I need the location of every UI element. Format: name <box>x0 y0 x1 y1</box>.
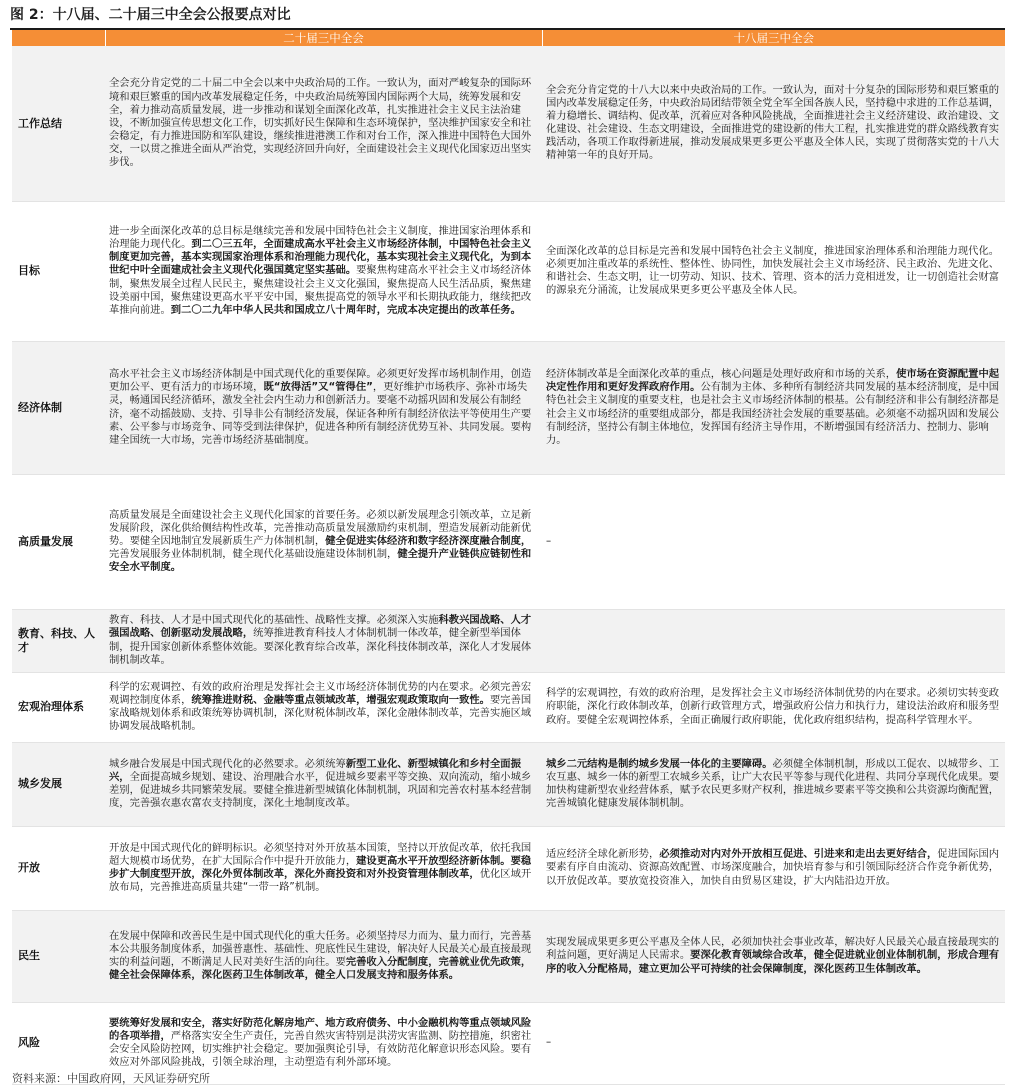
cell-20th <box>105 201 542 341</box>
row-label: 宏观治理体系 <box>12 672 105 742</box>
cell-18th <box>542 672 1005 742</box>
cell-20th <box>105 910 542 1002</box>
text-segment: 全面提高城乡规划、建设、治理融合水平，促进城乡要素平等交换、双向流动，缩小城乡差别，促进城乡共同繁荣发展。要健全推进新型城镇化体制机制，巩固和完善农村基本经营制度，完善强农惠农富农支持制度，深化土地制度改革。 <box>109 770 532 810</box>
text-segment: 必须健全体制机制，形成以工促农、以城带乡、工农互惠、城乡一体的新型工农城乡关系，让广大农民平等参与现代化进程、共同分享现代化成果。要加快构建新型农业经营体系，赋予农民更多财产权利，推进城乡要素平等交换和公共资源均衡配置，完善城镇化健康发展体制机制。 <box>546 757 1000 810</box>
text-segment: 实现发展成果更多更公平惠及全体人民，必须加快社会事业改革，解决好人民最关心最直接最现实的利益问题，更好满足人民需求。 <box>546 936 1000 962</box>
row-label: 教育、科技、人才 <box>12 609 105 672</box>
text-segment: – <box>546 1036 552 1049</box>
text-segment: 统筹推进财税、金融等重点领域改革，增强宏观政策取向一致性。 <box>191 693 490 706</box>
text-segment: 全会充分肯定党的十八大以来中央政治局的工作。一致认为，面对十分复杂的国际形势和艰巨繁重的国内改革发展稳定任务，中央政治局团结带领全党全军全国各族人民，坚持稳中求进的工作总基调，着力稳增长、调结构、促改革，沉着应对各种风险挑战，全面推进社会主义经济建设、政治建设、文化建设、社会建设、生态文明建设，全面推进党的建设新的伟大工程，扎实推进党的群众路线教育实践活动，各项工作取得新进展，推动发展成果更多更公平惠及全体人民，实现了贯彻落实党的十八大精神第一年的良好开局。 <box>546 83 1000 162</box>
text-segment: 适应经济全球化新形势， <box>546 848 660 861</box>
text-segment: 城乡融合发展是中国式现代化的必然要求。必须统筹 <box>109 757 346 770</box>
text-segment: 要完善国家战略规划体系和政策统筹协调机制，深化财税体制改革，深化金融体制改革，完善实施区域协调发展战略机制。 <box>109 693 532 733</box>
cell-20th <box>105 46 542 201</box>
cell-18th <box>542 609 1005 672</box>
text-segment: 新型工业化、新型城镇化和乡村全面振兴， <box>109 757 521 783</box>
text-segment: 优化区域开放布局，完善推进高质量共建“一带一路”机制。 <box>109 868 532 894</box>
text-segment: 完善发展服务业体制机制，健全现代化基础设施建设体制机制， <box>109 548 398 561</box>
row-label: 城乡发展 <box>12 742 105 826</box>
text-segment: 要聚焦构建高水平社会主义市场经济体制，聚焦发展全过程人民民主，聚焦建设社会主义文化强国，聚焦提高人民生活品质，聚焦建设美丽中国，聚焦建设更高水平平安中国，聚焦提高党的领导水平和长期执政能力，继续把改革推向前进。 <box>109 264 532 316</box>
text-segment: 健全提升产业链供应链韧性和安全水平制度。 <box>109 548 532 574</box>
figure-title: 图 2：十八届、二十届三中全会公报要点对比 <box>10 7 291 23</box>
text-segment: 公有制为主体、多种所有制经济共同发展的基本经济制度，是中国特色社会主义制度的重要支柱，也是社会主义市场经济体制的根基。公有制经济和非公有制经济都是社会主义市场经济的重要组成部分，都是我国经济社会发展的重要基础。必须毫不动摇巩固和发展公有制经济，坚持公有制主体地位，发挥国有经济主导作用，不断增强国有经济活力、控制力、影响力。 <box>546 381 1000 446</box>
cell-20th <box>105 672 542 742</box>
table-row <box>12 672 1005 742</box>
text-segment: 要统筹好发展和安全，落实好防范化解房地产、地方政府债务、中小金融机构等重点领域风险的各项举措， <box>109 1016 532 1042</box>
text-segment: 到二〇三五年，全面建成高水平社会主义市场经济体制，中国特色社会主义制度更加完善，基本实现国家治理体系和治理能力现代化，基本实现社会主义现代化，为到本世纪中叶全面建成社会主义现代化强国奠定坚实基础。 <box>109 238 532 277</box>
table-row <box>12 826 1005 910</box>
table-row <box>12 609 1005 672</box>
text-segment: 促进国际国内要素有序自由流动、资源高效配置、市场深度融合，加快培育参与和引领国际经济合作竞争新优势，以开放促改革。要放宽投资准入，加快自由贸易区建设，扩大内陆沿边开放。 <box>546 848 1000 887</box>
cell-20th <box>105 341 542 474</box>
text-segment: 建设更高水平开放型经济新体制。要稳步扩大制度型开放，深化外贸体制改革，深化外商投资和对外投资管理体制改革， <box>109 854 532 880</box>
text-segment: 开放是中国式现代化的鲜明标识。必须坚持对外开放基本国策，坚持以开放促改革，依托我国超大规模市场优势，在扩大国际合作中提升开放能力， <box>109 841 532 867</box>
cell-20th <box>105 742 542 826</box>
cell-18th <box>542 910 1005 1002</box>
text-segment: 高水平社会主义市场经济体制是中国式现代化的重要保障。必须更好发挥市场机制作用，创造更加公平、更有活力的市场环境， <box>109 368 532 394</box>
text-segment: 严格落实安全生产责任，完善自然灾害特别是洪涝灾害监测、防控措施，织密社会安全风险防控网，切实维护社会稳定。要加强舆论引导，有效防范化解意识形态风险。要有效应对外部风险挑战，引领全球治理，主动塑造有利外部环境。 <box>109 1029 532 1069</box>
cell-20th <box>105 609 542 672</box>
row-label: 高质量发展 <box>12 474 105 609</box>
table-row <box>12 201 1005 341</box>
text-segment: 到二〇二九年中华人民共和国成立八十周年时，完成本决定提出的改革任务。 <box>170 303 521 316</box>
cell-18th <box>542 341 1005 474</box>
text-segment: 完善收入分配制度，完善就业优先政策，健全社会保障体系，深化医药卫生体制改革，健全人口发展支持和服务体系。 <box>109 956 532 982</box>
cell-18th <box>542 474 1005 609</box>
text-segment: 健全促进实体经济和数字经济深度融合制度， <box>325 534 532 547</box>
text-segment: 科教兴国战略、人才强国战略、创新驱动发展战略， <box>109 614 532 640</box>
row-label: 开放 <box>12 826 105 910</box>
text-segment: 经济体制改革是全面深化改革的重点，核心问题是处理好政府和市场的关系， <box>546 368 897 381</box>
text-segment: 科学的宏观调控、有效的政府治理是发挥社会主义市场经济体制优势的内在要求。必须完善宏观调控制度体系， <box>109 680 532 706</box>
header-col-18th: 十八届三中全会 <box>542 30 1005 46</box>
row-label: 风险 <box>12 1002 105 1084</box>
source-note: 资料来源：中国政府网，天风证券研究所 <box>12 1072 210 1085</box>
table-row <box>12 910 1005 1002</box>
header-col-20th: 二十届三中全会 <box>105 30 542 46</box>
text-segment: 既“放得活”又“管得住” <box>263 381 373 394</box>
text-segment: 在发展中保障和改善民生是中国式现代化的重大任务。必须坚持尽力而为、量力而行，完善基本公共服务制度体系，加强普惠性、基础性、兜底性民生建设，解决好人民最关心最直接最现实的利益问题，不断满足人民对美好生活的向往。要 <box>109 929 532 968</box>
cell-18th <box>542 201 1005 341</box>
table-row <box>12 474 1005 609</box>
cell-18th <box>542 742 1005 826</box>
text-segment: 使市场在资源配置中起决定性作用和更好发挥政府作用。 <box>546 368 1000 394</box>
text-segment: ，更好维护市场秩序、弥补市场失灵，畅通国民经济循环，激发全社会内生动力和创新活力。要毫不动摇巩固和发展公有制经济，毫不动摇鼓励、支持、引导非公有制经济发展，保证各种所有制经济依法平等使用生产要素、公平参与市场竞争、同等受到法律保护，促进各种所有制经济优势互补、共同发展。要构建全国统一大市场，完善市场经济基础制度。 <box>109 381 532 446</box>
table-header-row <box>12 30 1005 46</box>
cell-20th <box>105 826 542 910</box>
text-segment: 科学的宏观调控，有效的政府治理，是发挥社会主义市场经济体制优势的内在要求。必须切实转变政府职能，深化行政体制改革，创新行政管理方式，增强政府公信力和执行力，建设法治政府和服务型政府。要健全宏观调控体系，全面正确履行政府职能，优化政府组织结构，提高科学管理水平。 <box>546 687 1000 726</box>
cell-18th <box>542 46 1005 201</box>
comparison-table <box>12 30 1005 1085</box>
text-segment: 教育、科技、人才是中国式现代化的基础性、战略性支撑。必须深入实施 <box>109 614 439 627</box>
text-segment: 必须推动对内对外开放相互促进、引进来和走出去更好结合， <box>659 848 938 861</box>
text-segment: 城乡二元结构是制约城乡发展一体化的主要障碍。 <box>546 757 773 770</box>
cell-18th <box>542 1002 1005 1084</box>
text-segment: 统筹推进教育科技人才体制机制一体改革，健全新型举国体制，提升国家创新体系整体效能。要深化教育综合改革，深化科技体制改革，深化人才发展体制机制改革。 <box>109 627 532 666</box>
text-segment: 全面深化改革的总目标是完善和发展中国特色社会主义制度，推进国家治理体系和治理能力现代化。必须更加注重改革的系统性、整体性、协同性，加快发展社会主义市场经济、民主政治、先进文化、和谐社会、生态文明，让一切劳动、知识、技术、管理、资本的活力竞相迸发，让一切创造社会财富的源泉充分涌流，让发展成果更多更公平惠及全体人民。 <box>546 244 1000 297</box>
text-segment: 要深化教育领域综合改革，健全促进就业创业体制机制，形成合理有序的收入分配格局，建立更加公平可持续的社会保障制度，深化医药卫生体制改革。 <box>546 949 1000 975</box>
row-label: 目标 <box>12 201 105 341</box>
header-blank <box>12 30 105 46</box>
table-row <box>12 341 1005 474</box>
text-segment: 高质量发展是全面建设社会主义现代化国家的首要任务。必须以新发展理念引领改革，立足新发展阶段，深化供给侧结构性改革，完善推动高质量发展激励约束机制，塑造发展新动能新优势。要健全因地制宜发展新质生产力体制机制， <box>109 508 532 547</box>
row-label: 经济体制 <box>12 341 105 474</box>
table-row <box>12 742 1005 826</box>
row-label: 工作总结 <box>12 46 105 201</box>
table-row <box>12 46 1005 201</box>
text-segment: 进一步全面深化改革的总目标是继续完善和发展中国特色社会主义制度，推进国家治理体系和治理能力现代化。 <box>109 225 532 251</box>
cell-20th <box>105 474 542 609</box>
row-label: 民生 <box>12 910 105 1002</box>
text-segment: – <box>546 534 552 547</box>
text-segment: 全会充分肯定党的二十届二中全会以来中央政治局的工作。一致认为，面对严峻复杂的国际环境和艰巨繁重的国内改革发展稳定任务，中央政治局统筹国内国际两个大局，统筹发展和安全，着力推动高质量发展，进一步推动和谋划全面深化改革，扎实推进社会主义民主法治建设，不断加强宣传思想文化工作，切实抓好民生保障和生态环境保护，坚决维护国家安全和社会稳定，有力推进国防和军队建设，继续推进港澳工作和对台工作，深入推进中国特色大国外交，一以贯之推进全面从严治党，实现经济回升向好，全面建设社会主义现代化国家迈出坚实步伐。 <box>109 77 532 168</box>
cell-18th <box>542 826 1005 910</box>
